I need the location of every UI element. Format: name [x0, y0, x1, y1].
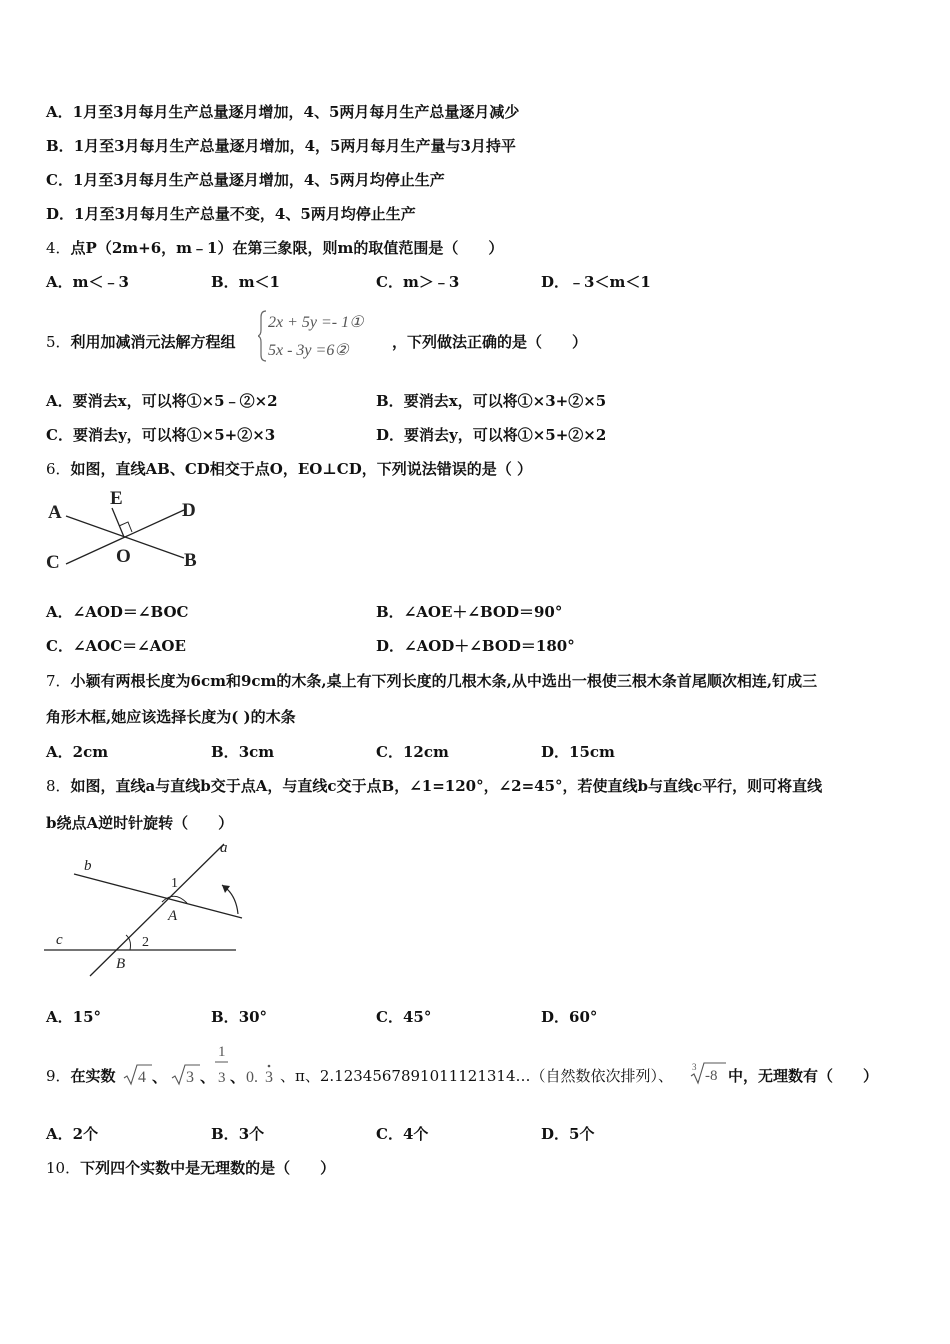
label-a: a: [220, 840, 228, 856]
line-b: [74, 874, 242, 918]
label-angle-1: 1: [171, 876, 178, 891]
question-text: 下列四个实数中是无理数的是（ ）: [80, 1159, 336, 1177]
question-text: 在实数: [70, 1067, 116, 1085]
option-text: 要消去x，可以将①×5﹣②×2: [72, 392, 278, 410]
left-brace: [258, 311, 266, 361]
option-text: 2个: [72, 1125, 99, 1143]
q8-option-a: [46, 1007, 101, 1027]
q7-option-c: [376, 742, 449, 762]
q3-option-d: [46, 204, 416, 224]
question-text: 如图，直线a与直线b交于点A，与直线c交于点B，∠1=120°，∠2=45°，若使直线b与直线c平行，则可将直线: [70, 777, 823, 795]
option-label: A．: [46, 1125, 73, 1143]
repeating-digit: 3: [265, 1069, 273, 1086]
cube-root-radicand: -8: [705, 1068, 718, 1084]
label-angle-2: 2: [142, 935, 149, 950]
question-number: 6．: [46, 460, 71, 478]
label-point-b: B: [116, 956, 126, 972]
q3-option-c: [46, 170, 445, 190]
question-number: 7．: [46, 672, 71, 690]
option-label: D．: [376, 426, 405, 444]
q9-option-b: [211, 1124, 264, 1144]
question-number: 4．: [46, 239, 71, 257]
q4-option-a: [46, 272, 129, 292]
option-text: 15°: [72, 1008, 102, 1026]
question-number: 8．: [46, 777, 71, 795]
equation-1: 2x + 5y =- 1①: [268, 314, 364, 331]
q7-stem-line2: [46, 707, 296, 727]
q5-stem-before: [46, 332, 236, 352]
option-text: ﹣3＜m＜1: [569, 273, 651, 291]
option-text: 15cm: [569, 743, 615, 761]
separator: 、: [200, 1070, 216, 1086]
q8-stem-line1: [46, 776, 822, 796]
option-text: 3个: [238, 1125, 265, 1143]
q6-option-b: [376, 602, 562, 622]
q7-option-b: [211, 742, 274, 762]
line-a: [90, 844, 224, 976]
option-label: D．: [46, 205, 75, 223]
q9-stem: [46, 1066, 116, 1086]
label-point-a: A: [168, 908, 178, 924]
q9-option-a: [46, 1124, 98, 1144]
q8-stem-line2: [46, 813, 233, 833]
q4-option-d: [541, 272, 651, 292]
option-label: B．: [211, 1125, 239, 1143]
option-text: m＞﹣3: [402, 273, 460, 291]
label-b: B: [184, 550, 197, 571]
q9-stem-end: [728, 1066, 878, 1086]
equation-brace: [258, 308, 388, 364]
radicand-3: 3: [186, 1069, 194, 1086]
option-text: ∠AOD＝∠BOC: [72, 603, 189, 621]
option-label: C．: [46, 171, 73, 189]
q4-stem: [46, 238, 503, 258]
option-text: 45°: [402, 1008, 432, 1026]
q3-option-a: [46, 102, 519, 122]
option-text: ∠AOD＋∠BOD＝180°: [404, 637, 575, 655]
question-text: 中，无理数有（ ）: [728, 1067, 879, 1085]
label-e: E: [110, 488, 123, 509]
label-o: O: [116, 546, 131, 567]
q9-option-d: [541, 1124, 594, 1144]
label-a: A: [48, 502, 62, 523]
option-label: A．: [46, 1008, 73, 1026]
question-text: 角形木框,她应该选择长度为( )的木条: [46, 708, 296, 726]
decimal-prefix: 0.: [246, 1069, 258, 1086]
q5-option-d: [376, 425, 606, 445]
q10-stem: [46, 1158, 335, 1178]
option-text: ∠AOC＝∠AOE: [72, 637, 186, 655]
question-text: 、π、2.1234567891011121314…（自然数依次排列）、: [280, 1067, 673, 1085]
q5-option-b: [376, 391, 606, 411]
option-label: C．: [376, 1125, 403, 1143]
fraction-numerator: 1: [218, 1044, 226, 1060]
question-text: 点P（2m+6，m﹣1）在第三象限，则m的取值范围是（ ）: [70, 239, 504, 257]
question-number: 5．: [46, 333, 71, 351]
option-text: 30°: [238, 1008, 268, 1026]
option-label: C．: [46, 426, 73, 444]
option-text: ∠AOE＋∠BOD＝90°: [403, 603, 563, 621]
option-label: C．: [46, 637, 73, 655]
question-text: 利用加减消元法解方程组: [70, 333, 236, 351]
option-text: 1月至3月每月生产总量不变，4、5两月均停止生产: [74, 205, 416, 223]
option-text: m＜﹣3: [72, 273, 129, 291]
question-text: ，下列做法正确的是（ ）: [392, 333, 588, 351]
equation-2: 5x - 3y =6②: [268, 342, 349, 359]
option-text: 60°: [569, 1008, 598, 1026]
label-b: b: [84, 858, 92, 874]
question-number: 9．: [46, 1067, 71, 1085]
option-text: m＜1: [238, 273, 280, 291]
q6-option-d: [376, 636, 575, 656]
q6-stem: [46, 459, 532, 479]
q3-option-b: [46, 136, 516, 156]
option-label: D．: [541, 1008, 570, 1026]
option-label: A．: [46, 743, 73, 761]
option-label: A．: [46, 603, 73, 621]
option-text: 1月至3月每月生产总量逐月增加，4、5两月均停止生产: [72, 171, 445, 189]
option-label: B．: [46, 137, 74, 155]
label-c: C: [46, 552, 60, 573]
option-label: B．: [211, 743, 239, 761]
option-label: A．: [46, 392, 73, 410]
option-label: D．: [541, 743, 570, 761]
option-text: 5个: [569, 1125, 595, 1143]
label-c: c: [56, 932, 63, 948]
q7-stem-line1: [46, 671, 817, 691]
q9-cube-root: [688, 1058, 728, 1088]
option-label: D．: [541, 1125, 570, 1143]
question-text: 如图，直线AB、CD相交于点O，EO⊥CD，下列说法错误的是（ ）: [70, 460, 532, 478]
option-text: 要消去x，可以将①×3+②×5: [403, 392, 607, 410]
q7-option-a: [46, 742, 108, 762]
option-label: B．: [211, 1008, 239, 1026]
q4-option-c: [376, 272, 459, 292]
q8-option-d: [541, 1007, 597, 1027]
question-text: 小颖有两根长度为6cm和9cm的木条,桌上有下列长度的几根木条,从中选出一根使三根木条首尾顺次相连,钉成三: [70, 672, 818, 690]
option-text: 4个: [402, 1125, 429, 1143]
option-label: A．: [46, 103, 73, 121]
q9-stem-rest: [280, 1066, 673, 1086]
q8-option-c: [376, 1007, 431, 1027]
fraction-denominator: 3: [218, 1070, 226, 1086]
option-text: 要消去y，可以将①×5+②×3: [72, 426, 276, 444]
option-text: 3cm: [238, 743, 275, 761]
option-label: D．: [541, 273, 570, 291]
option-text: 2cm: [72, 743, 109, 761]
q6-figure: [44, 486, 214, 576]
label-d: D: [182, 500, 196, 521]
option-label: D．: [376, 637, 405, 655]
cube-root-index: 3: [692, 1062, 697, 1072]
q8-figure: [44, 840, 244, 978]
separator: 、: [152, 1070, 168, 1086]
radicand-4: 4: [138, 1069, 146, 1086]
q8-option-b: [211, 1007, 267, 1027]
rotation-arrow-head: [222, 885, 230, 893]
option-label: C．: [376, 273, 403, 291]
q5-stem-after: [392, 332, 587, 352]
option-label: B．: [211, 273, 239, 291]
q6-option-a: [46, 602, 188, 622]
q5-option-a: [46, 391, 278, 411]
option-text: 12cm: [402, 743, 449, 761]
option-text: 1月至3月每月生产总量逐月增加，4、5两月每月生产总量逐月减少: [72, 103, 520, 121]
repeat-dot: [268, 1065, 271, 1068]
q4-option-b: [211, 272, 280, 292]
question-number: 10．: [46, 1159, 81, 1177]
option-text: 1月至3月每月生产总量逐月增加，4，5两月每月生产量与3月持平: [73, 137, 516, 155]
option-text: 要消去y，可以将①×5+②×2: [404, 426, 607, 444]
option-label: B．: [376, 603, 404, 621]
option-label: C．: [376, 1008, 403, 1026]
separator: 、: [230, 1070, 246, 1086]
option-label: A．: [46, 273, 73, 291]
question-text: b绕点A逆时针旋转（ ）: [46, 814, 234, 832]
q7-option-d: [541, 742, 615, 762]
equation-system: [258, 308, 388, 364]
option-label: C．: [376, 743, 403, 761]
q9-option-c: [376, 1124, 428, 1144]
q6-option-c: [46, 636, 186, 656]
option-label: B．: [376, 392, 404, 410]
q5-option-c: [46, 425, 275, 445]
